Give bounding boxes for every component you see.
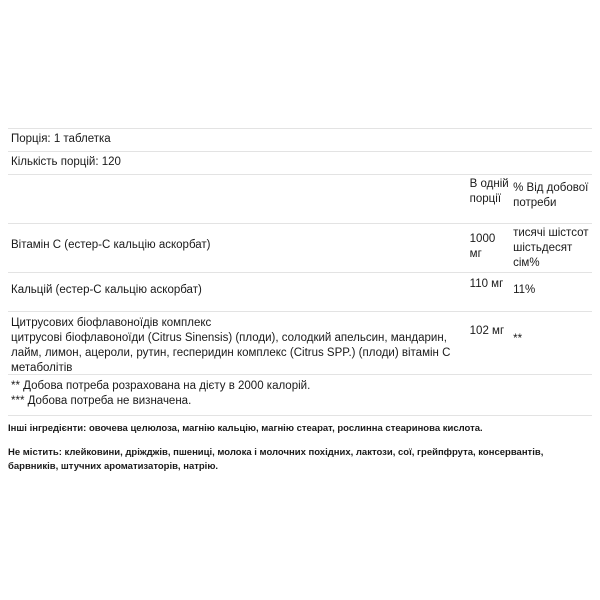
other-ingredients: Інші інгредієнти: овочева целюлоза, магнію кальцію, магнію стеарат, рослинна стеаринова кислота.	[8, 423, 483, 434]
nutrient-dv: тисячі шістсот шістьдесят сім%	[513, 227, 589, 269]
supplement-facts-panel	[8, 128, 592, 484]
nutrient-name: Цитрусових біофлавоноїдів комплекс	[11, 317, 212, 329]
nutrient-amount: 102 мг	[469, 325, 505, 337]
nutrient-dv: 11%	[513, 284, 536, 296]
footnote-daily-value: ** Добова потреба розрахована на дієту в 2000 калорій.	[11, 380, 311, 392]
serving-size: Порція: 1 таблетка	[8, 128, 592, 151]
nutrient-amount: 1000 мг	[469, 233, 496, 260]
amount-per-serving-header: В одній порції	[469, 178, 509, 205]
nutrient-name: Вітамін С (естер-С кальцію аскорбат)	[11, 239, 211, 251]
table-row	[8, 223, 592, 272]
ingredients-section	[8, 415, 592, 474]
daily-value-header: % Від добової потреби	[513, 182, 589, 209]
table-row	[8, 272, 592, 311]
nutrient-amount: 110 мг	[469, 278, 504, 290]
servings-per-container: Кількість порцій: 120	[8, 151, 592, 174]
table-row	[8, 311, 592, 374]
footnotes	[8, 374, 592, 415]
free-from: Не містить: клейковини, дріжджів, пшениці, молока і молочних похідних, лактози, сої, грейпфрута, консервантів, барвників, штучних ароматизаторів, натрію.	[8, 447, 544, 472]
footnote-not-established: *** Добова потреба не визначена.	[11, 395, 192, 407]
nutrient-detail: цитрусові біофлавоноїди (Citrus Sinensis) (плоди), солодкий апельсин, мандарин, лайм, лимон, ацероли, рутин, гесперидин комплекс (Citrus SPP.) (плоди) вітамін С метаболітів	[11, 332, 451, 374]
nutrient-dv: **	[513, 333, 523, 345]
nutrient-name: Кальцій (естер-С кальцію аскорбат)	[11, 284, 202, 296]
table-header	[8, 174, 592, 223]
